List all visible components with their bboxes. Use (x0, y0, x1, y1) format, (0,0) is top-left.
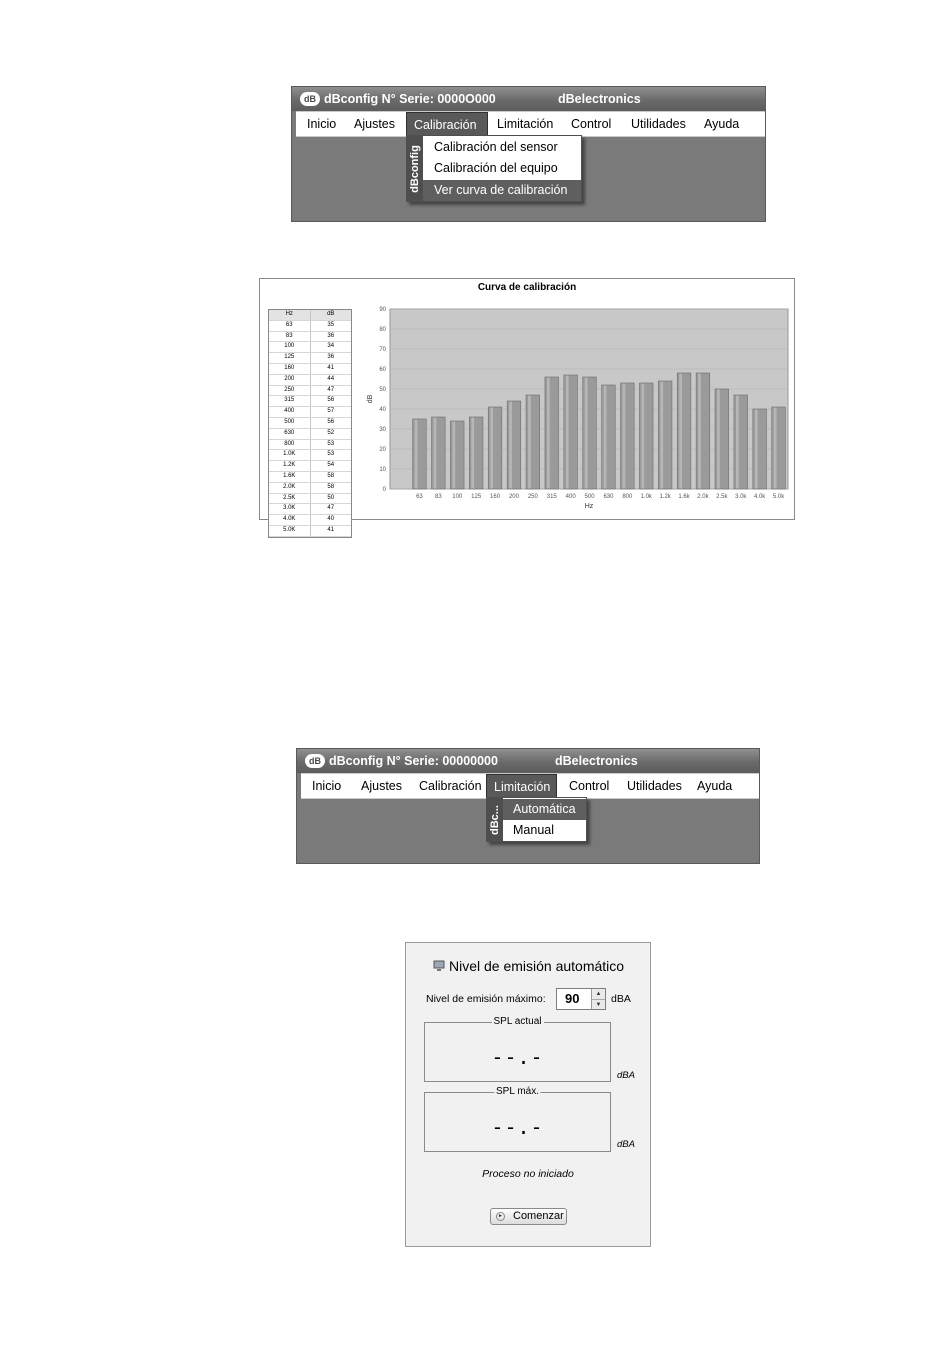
spl-actual-box (424, 1016, 611, 1082)
bar-highlight (434, 418, 437, 489)
bar (772, 407, 786, 489)
calibration-bar-chart (360, 303, 790, 515)
menu-bar (296, 111, 765, 137)
menuitem-automatica[interactable]: Automática (503, 799, 586, 820)
comenzar-button[interactable] (490, 1208, 567, 1225)
max-level-spinner[interactable] (556, 988, 606, 1010)
cell-hz: 63 (269, 321, 311, 331)
table-row (269, 461, 351, 472)
cell-db: 58 (327, 483, 335, 490)
table-row (269, 353, 351, 364)
cell-hz: 3.0K (269, 504, 311, 514)
x-tick-label: 125 (471, 494, 482, 500)
menu-utilidades[interactable]: Utilidades (627, 779, 682, 793)
table-row (269, 526, 351, 537)
bar-highlight (660, 382, 663, 489)
table-row (269, 494, 351, 505)
menuitem-manual[interactable]: Manual (513, 823, 554, 837)
y-tick-label: 40 (379, 407, 386, 413)
table-row (269, 483, 351, 494)
cell-db: 50 (327, 494, 335, 501)
x-tick-label: 800 (622, 494, 633, 500)
cell-db: 35 (327, 321, 335, 328)
spl-max-unit: dBA (617, 1139, 635, 1150)
cell-db: 52 (327, 429, 335, 436)
y-tick-label: 70 (379, 347, 386, 353)
window-title: dBconfig N° Serie: 00000000 (329, 754, 498, 768)
bar-highlight (509, 402, 512, 489)
nivel-emision-panel (405, 942, 651, 1247)
y-tick-label: 20 (379, 447, 386, 453)
menu-inicio[interactable]: Inicio (307, 117, 337, 131)
dropdown-side-label: dBc... (487, 798, 503, 841)
menuitem-calibracion-equipo[interactable]: Calibración del equipo (434, 161, 558, 175)
dbconfig-logo: dB (305, 754, 325, 768)
cell-hz: 1.2K (269, 461, 311, 471)
menu-ayuda[interactable]: Ayuda (704, 117, 740, 131)
menu-control[interactable]: Control (569, 779, 610, 793)
cell-db: 44 (327, 375, 335, 382)
cell-db: 36 (327, 354, 335, 361)
spl-max-box (424, 1086, 611, 1152)
cell-hz: 160 (269, 364, 311, 374)
cell-hz: 200 (269, 375, 311, 385)
title-bar (297, 749, 759, 773)
window-title: dBconfig N° Serie: 0000O000 (324, 92, 496, 106)
menuitem-calibracion-sensor[interactable]: Calibración del sensor (434, 140, 558, 154)
brand-name: dBelectronics (555, 754, 638, 768)
table-row (269, 321, 351, 332)
bar-highlight (623, 384, 626, 489)
y-axis-label: dB (367, 394, 374, 404)
bar-highlight (566, 376, 569, 489)
x-tick-label: 630 (603, 494, 614, 500)
table-row (269, 440, 351, 451)
x-tick-label: 100 (452, 494, 463, 500)
menu-bar (301, 773, 759, 799)
cell-db: 47 (327, 386, 335, 393)
dropdown-side-label: dBconfig (407, 136, 423, 201)
y-tick-label: 50 (379, 387, 386, 393)
calibracion-dropdown (406, 135, 582, 202)
cell-db: 58 (327, 472, 335, 479)
calibration-curve-panel (259, 278, 795, 533)
bar (413, 419, 427, 489)
x-tick-label: 315 (546, 494, 557, 500)
app-window-calibration (291, 86, 766, 222)
comenzar-label: Comenzar (513, 1210, 564, 1222)
cell-hz: Hz (269, 310, 311, 320)
chart-title: Curva de calibración (477, 282, 577, 293)
cell-hz: 500 (269, 418, 311, 428)
cell-db: 36 (327, 332, 335, 339)
bar-highlight (547, 378, 550, 489)
menu-calibracion[interactable]: Calibración (406, 112, 488, 136)
x-tick-label: 1.0k (640, 494, 652, 500)
bar-highlight (585, 378, 588, 489)
spl-actual-value: --.- (491, 1045, 544, 1069)
cell-db: 56 (327, 418, 335, 425)
bar (545, 377, 559, 489)
panel-title: Nivel de emisión automático (449, 958, 625, 974)
bar-highlight (698, 374, 701, 489)
x-tick-label: 250 (527, 494, 538, 500)
y-tick-label: 80 (379, 327, 386, 333)
spinner-up-icon[interactable]: ▲ (595, 991, 602, 997)
bar-highlight (679, 374, 682, 489)
table-row (269, 515, 351, 526)
cell-db: 41 (327, 526, 335, 533)
x-tick-label: 1.6k (678, 494, 690, 500)
spinner-buttons (591, 989, 605, 1009)
table-row (269, 396, 351, 407)
max-level-unit: dBA (611, 993, 631, 1005)
cell-hz: 2.5K (269, 494, 311, 504)
y-tick-label: 0 (382, 487, 386, 493)
spinner-down-icon[interactable]: ▼ (592, 999, 605, 1009)
x-tick-label: 4.0k (753, 494, 766, 500)
x-tick-label: 5.0k (772, 494, 785, 500)
bar (677, 373, 691, 489)
menu-inicio[interactable]: Inicio (312, 779, 342, 793)
spl-actual-unit: dBA (617, 1070, 635, 1081)
cell-db: 56 (327, 397, 335, 404)
cell-hz: 800 (269, 440, 311, 450)
cell-hz: 4.0K (269, 515, 311, 525)
cell-hz: 125 (269, 353, 311, 363)
x-tick-label: 83 (435, 494, 442, 500)
x-tick-label: 500 (584, 494, 595, 500)
bar-highlight (471, 418, 474, 489)
brand-name: dBelectronics (558, 92, 641, 106)
table-row (269, 407, 351, 418)
title-bar (292, 87, 765, 111)
table-row (269, 429, 351, 440)
menu-ayuda[interactable]: Ayuda (697, 779, 733, 793)
monitor-icon (433, 960, 445, 972)
cell-hz: 5.0K (269, 526, 311, 536)
table-row (269, 332, 351, 343)
spl-max-value: --.- (491, 1115, 544, 1139)
table-header (269, 310, 351, 321)
limitacion-dropdown (486, 797, 587, 842)
cell-hz: 315 (269, 396, 311, 406)
bar-highlight (641, 384, 644, 489)
cell-hz: 2.0K (269, 483, 311, 493)
y-tick-label: 90 (379, 307, 386, 313)
menu-ajustes[interactable]: Ajustes (354, 117, 395, 131)
menu-calibracion[interactable]: Calibración (419, 779, 482, 793)
cell-db: 57 (327, 408, 335, 415)
table-row (269, 364, 351, 375)
cell-hz: 630 (269, 429, 311, 439)
cell-db: 54 (327, 462, 335, 469)
app-window-limitacion (296, 748, 760, 864)
max-level-value[interactable]: 90 (565, 991, 580, 1006)
cell-hz: 1.6K (269, 472, 311, 482)
cell-db: 53 (327, 451, 335, 458)
cell-hz: 250 (269, 386, 311, 396)
bar-highlight (528, 396, 531, 489)
y-tick-label: 30 (379, 427, 386, 433)
table-row (269, 342, 351, 353)
spl-actual-label: SPL actual (493, 1016, 542, 1027)
cell-db: dB (327, 311, 335, 317)
x-tick-label: 1.2k (659, 494, 671, 500)
table-row (269, 472, 351, 483)
cell-db: 53 (327, 440, 335, 447)
cell-db: 40 (327, 516, 335, 523)
x-tick-label: 2.0k (697, 494, 709, 500)
x-tick-label: 160 (490, 494, 501, 500)
cell-db: 47 (327, 505, 335, 512)
process-status: Proceso no iniciado (482, 1168, 574, 1180)
bar-highlight (490, 408, 493, 489)
table-row (269, 450, 351, 461)
x-tick-label: 2.5k (716, 494, 728, 500)
x-tick-label: 63 (416, 494, 423, 500)
menu-ajustes[interactable]: Ajustes (361, 779, 402, 793)
cell-db: 41 (327, 364, 335, 371)
menu-utilidades[interactable]: Utilidades (631, 117, 686, 131)
table-row (269, 418, 351, 429)
cell-hz: 100 (269, 342, 311, 352)
cell-hz: 400 (269, 407, 311, 417)
table-row (269, 386, 351, 397)
bar-highlight (717, 390, 720, 489)
calibration-table (268, 309, 352, 538)
menu-control[interactable]: Control (571, 117, 612, 131)
bar-highlight (736, 396, 739, 489)
bar-highlight (415, 420, 418, 489)
dbconfig-logo: dB (300, 92, 320, 106)
bar (583, 377, 597, 489)
table-row (269, 504, 351, 515)
menu-limitacion[interactable]: Limitación (486, 774, 557, 798)
play-icon: ► (496, 1212, 505, 1221)
bar (450, 421, 464, 489)
bar-highlight (774, 408, 777, 489)
bar (432, 417, 446, 489)
menuitem-ver-curva[interactable]: Ver curva de calibración (423, 180, 581, 201)
bar-highlight (452, 422, 455, 489)
max-level-label: Nivel de emisión máximo: (426, 993, 546, 1005)
cell-db: 34 (327, 343, 335, 350)
table-row (269, 375, 351, 386)
bar-highlight (755, 410, 758, 489)
x-tick-label: 400 (565, 494, 576, 500)
y-tick-label: 10 (379, 467, 386, 473)
bar-highlight (604, 386, 607, 489)
x-axis-label: Hz (584, 503, 594, 510)
spl-max-label: SPL máx. (496, 1086, 539, 1097)
cell-hz: 83 (269, 332, 311, 342)
x-tick-label: 200 (508, 494, 519, 500)
cell-hz: 1.0K (269, 450, 311, 460)
y-tick-label: 60 (379, 367, 386, 373)
menu-limitacion[interactable]: Limitación (497, 117, 554, 131)
x-tick-label: 3.0k (735, 494, 747, 500)
